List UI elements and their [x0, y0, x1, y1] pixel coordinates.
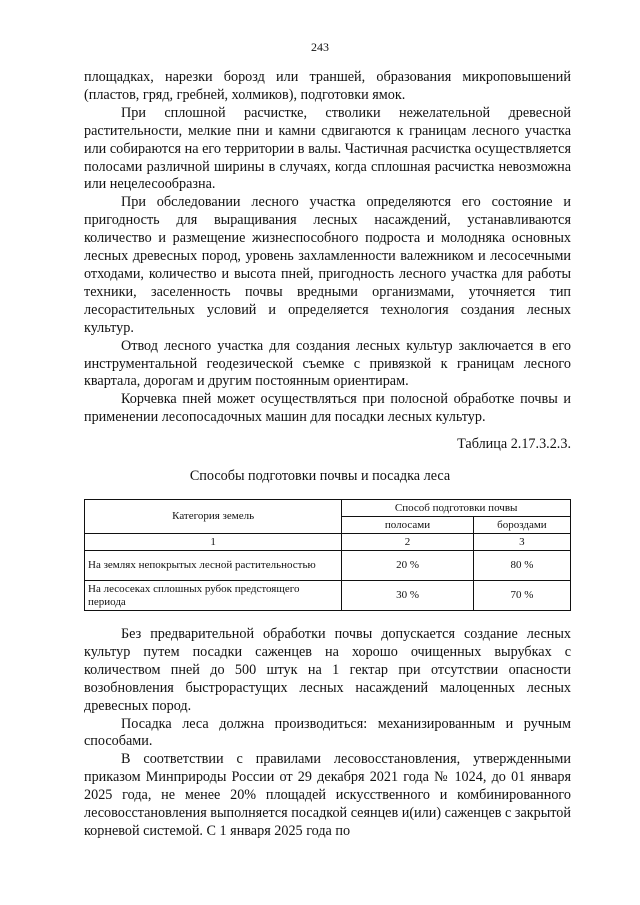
row-strips-value: 20 % [342, 551, 474, 581]
table-number-row [85, 534, 571, 551]
paragraph: В соответствии с правилами лесовосстановления, утвержденными приказом Минприроды России от 29 декабря 2021 года № 1024, до 01 января 2025 года, не менее 20% площадей искусственного и комбинированного лесовосстановления выполняется посадкой сеянцев и(или) саженцев с закрытой корневой системой. С 1 января 2025 года по [84, 751, 571, 839]
table-row [85, 581, 571, 611]
row-strips-value: 30 % [342, 581, 474, 611]
table-header-row [85, 500, 571, 517]
text-block-top [84, 69, 571, 427]
row-furrows-value: 80 % [473, 551, 570, 581]
paragraph: При обследовании лесного участка определяются его состояние и пригодность для выращивания лесных насаждений, устанавливаются количество и размещение жизнеспособного подроста и молодняка основных лесных древесных пород, уровень захламленности валежником и лесосечными отходами, количество и высота пней, пригодность лесного участка для работы техники, заселенность почвы вредными организмами, уточняется тип лесорастительных условий и определяется технология создания лесных культур. [84, 194, 571, 336]
row-furrows-value: 70 % [473, 581, 570, 611]
header-category: Категория земель [85, 500, 342, 534]
text-block-bottom [84, 626, 571, 841]
row-category: На лесосеках сплошных рубок предстоящего периода [85, 581, 342, 611]
paragraph: Посадка леса должна производиться: механизированным и ручным способами. [84, 715, 571, 750]
row-category: На землях непокрытых лесной растительностью [85, 551, 342, 581]
subheader-strips: полосами [342, 517, 474, 534]
subheader-furrows: бороздами [473, 517, 570, 534]
soil-preparation-table [84, 499, 571, 611]
header-method: Способ подготовки почвы [342, 500, 571, 517]
page-number: 243 [311, 40, 329, 54]
paragraph: Корчевка пней может осуществляться при полосной обработке почвы и применении лесопосадочных машин для посадки лесных культур. [84, 391, 571, 426]
paragraph: Отвод лесного участка для создания лесных культур заключается в его инструментальной геодезической съемке с привязкой к границам лесного квартала, дорогам и другим постоянным ориентирам. [84, 337, 571, 390]
paragraph: При сплошной расчистке, стволики нежелательной древесной растительности, мелкие пни и камни сдвигаются к границам лесного участка или собираются на его территории в валы. Частичная расчистка осуществляется полосами различной ширины в случаях, когда сплошная расчистка невозможна или нецелесообразна. [84, 104, 571, 193]
paragraph: площадках, нарезки борозд или траншей, образования микроповышений (пластов, гряд, гребней, холмиков), подготовки ямок. [84, 69, 571, 103]
column-number: 1 [85, 534, 342, 551]
table-row [85, 551, 571, 581]
paragraph: Без предварительной обработки почвы допускается создание лесных культур путем посадки саженцев на хорошо очищенных вырубках с количеством пней до 500 штук на 1 гектар при отсутствии опасности возобновления быстрорастущих лесных насаждений малоценных лесных древесных пород. [84, 626, 571, 714]
column-number: 3 [473, 534, 570, 551]
table-caption: Способы подготовки почвы и посадка леса [189, 468, 451, 484]
table-label: Таблица 2.17.3.2.3. [457, 436, 571, 452]
column-number: 2 [342, 534, 474, 551]
